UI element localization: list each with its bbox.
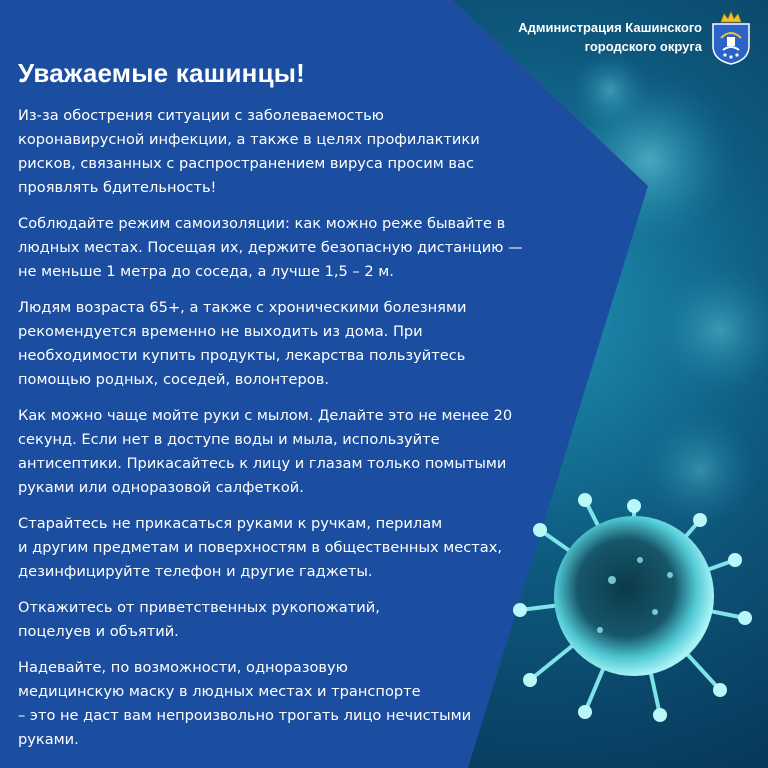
advice-line: руками или одноразовой салфеткой.: [18, 479, 304, 496]
advice-paragraph: [18, 596, 598, 644]
advice-line: Из-за обострения ситуации с заболеваемостью: [18, 107, 384, 124]
advice-line: Людям возраста 65+, а также с хроническими болезнями: [18, 299, 467, 316]
advice-line: Как можно чаще мойте руки с мылом. Делайте это не менее 20: [18, 407, 513, 424]
advice-line: людных местах. Посещая их, держите безопасную дистанцию —: [18, 239, 523, 256]
advice-line: руками.: [18, 731, 79, 748]
advice-line: необходимости купить продукты, лекарства пользуйтесь: [18, 347, 466, 364]
city-coat-of-arms-icon: [707, 10, 755, 66]
advice-line: Соблюдайте режим самоизоляции: как можно реже бывайте в: [18, 215, 506, 232]
advice-paragraph: [18, 404, 598, 500]
advice-paragraph: [18, 212, 598, 284]
advice-text: [18, 104, 598, 764]
advice-line: проявлять бдительность!: [18, 179, 217, 196]
advice-line: коронавирусной инфекции, а также в целях профилактики: [18, 131, 480, 148]
advice-line: Откажитесь от приветственных рукопожатий,: [18, 599, 380, 616]
advice-line: дезинфицируйте телефон и другие гаджеты.: [18, 563, 373, 580]
advice-line: рисков, связанных с распространением вируса просим вас: [18, 155, 474, 172]
advice-line: медицинскую маску в людных местах и транспорте: [18, 683, 421, 700]
advice-paragraph: [18, 296, 598, 392]
advice-line: антисептики. Прикасайтесь к лицу и глазам только помытыми: [18, 455, 507, 472]
advice-line: и другим предметам и поверхностям в общественных местах,: [18, 539, 502, 556]
advice-paragraph: [18, 656, 598, 752]
advice-paragraph: [18, 512, 598, 584]
advice-line: не меньше 1 метра до соседа, а лучше 1,5 – 2 м.: [18, 263, 394, 280]
poster-title: Уважаемые кашинцы!: [18, 58, 306, 88]
advice-paragraph: [18, 104, 598, 200]
advice-line: – это не даст вам непроизвольно трогать лицо нечистыми: [18, 707, 472, 724]
advice-line: рекомендуется временно не выходить из дома. При: [18, 323, 423, 340]
advice-line: поцелуев и объятий.: [18, 623, 179, 640]
org-name-line-2: городского округа: [584, 39, 702, 54]
org-name-line-1: Администрация Кашинского: [518, 20, 702, 35]
advice-line: Старайтесь не прикасаться руками к ручкам, перилам: [18, 515, 443, 532]
organization-header: [442, 18, 702, 56]
advice-line: Надевайте, по возможности, одноразовую: [18, 659, 348, 676]
advice-line: секунд. Если нет в доступе воды и мыла, используйте: [18, 431, 440, 448]
advice-line: помощью родных, соседей, волонтеров.: [18, 371, 329, 388]
